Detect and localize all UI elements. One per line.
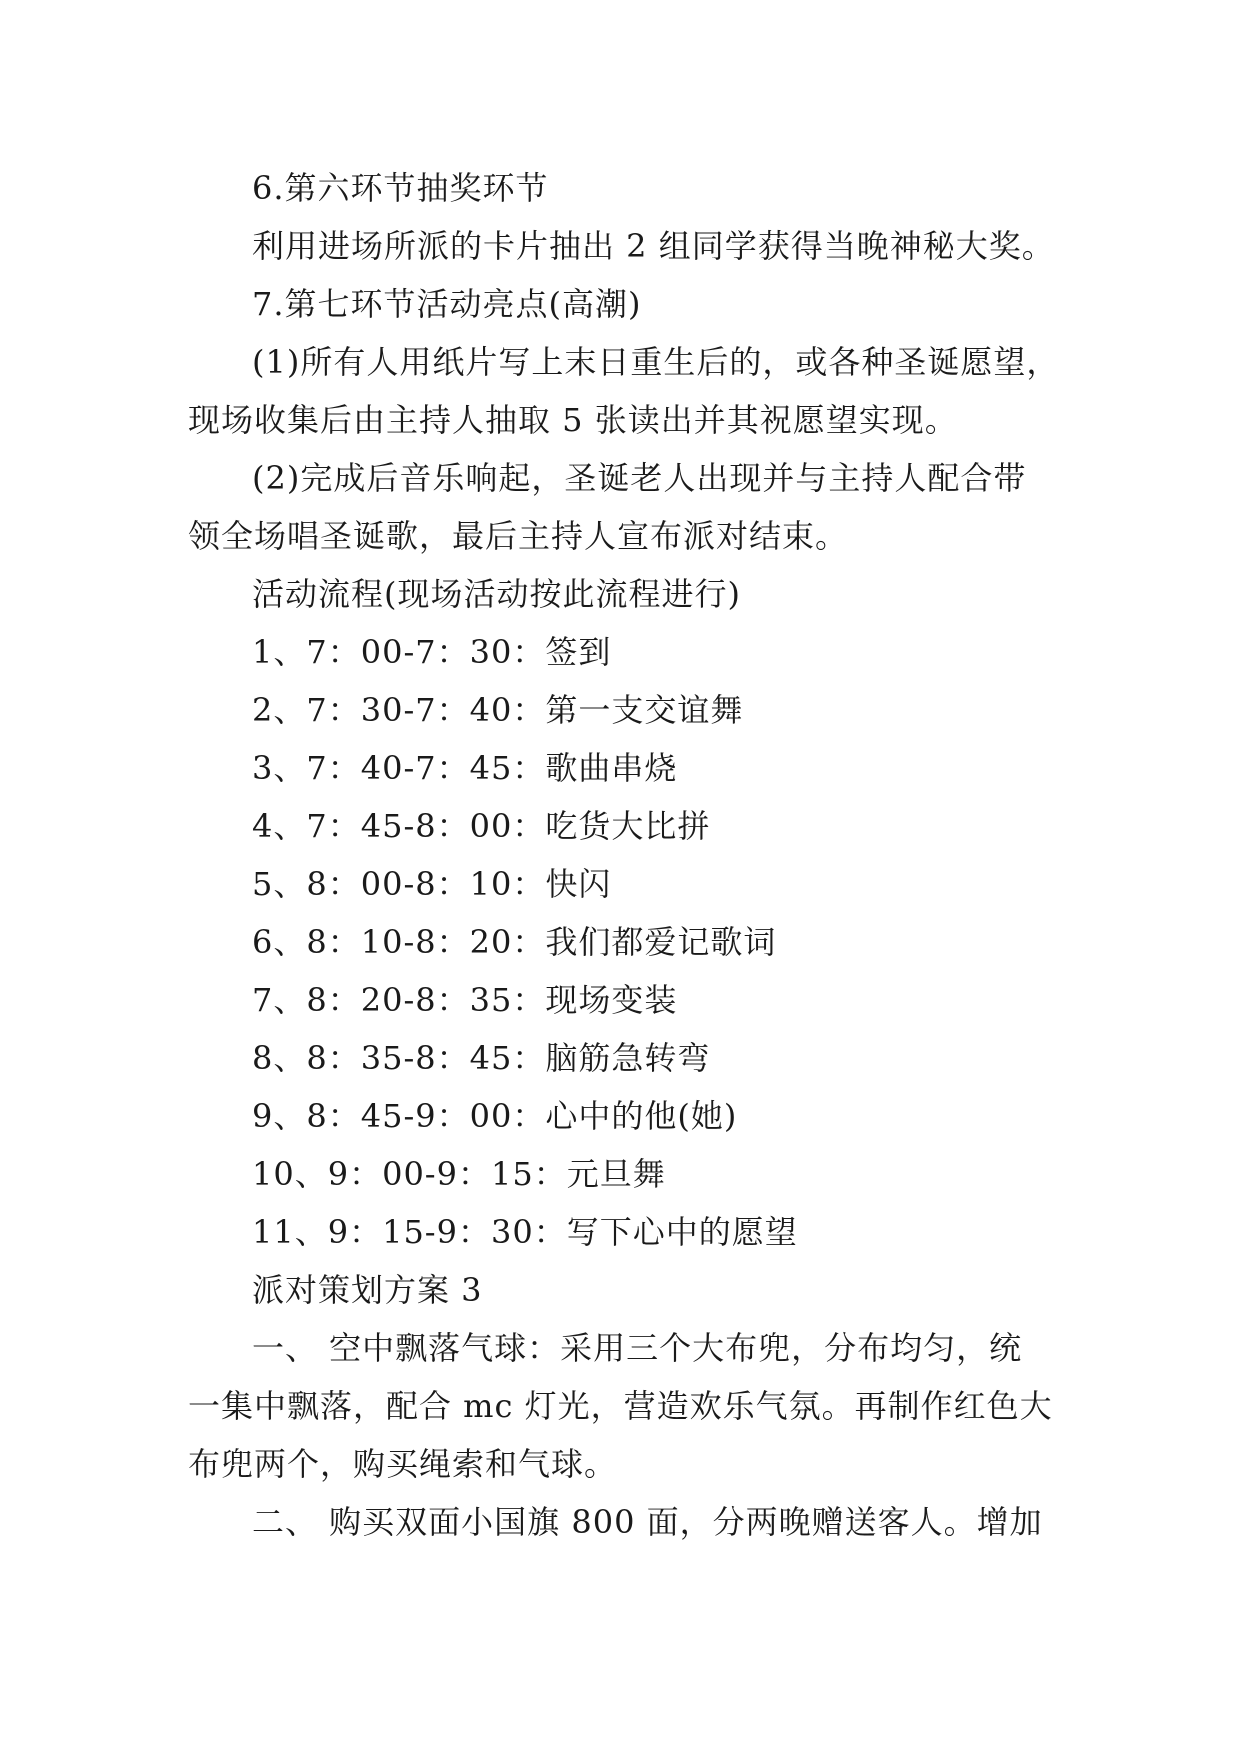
text-line: 2、7：30-7：40：第一支交谊舞 — [252, 691, 744, 729]
text-line: 派对策划方案 3 — [252, 1271, 483, 1309]
text-line: 布兜两个，购买绳索和气球。 — [188, 1445, 618, 1483]
text-line: 9、8：45-9：00：心中的他(她) — [252, 1097, 738, 1135]
text-line: 7、8：20-8：35：现场变装 — [252, 981, 678, 1019]
text-line: 现场收集后由主持人抽取 5 张读出并其祝愿望实现。 — [188, 401, 958, 439]
text-line: 一集中飘落，配合 mc 灯光，营造欢乐气氛。再制作红色大 — [188, 1387, 1053, 1425]
text-line: 1、7：00-7：30：签到 — [252, 633, 612, 671]
text-line: 二、 购买双面小国旗 800 面，分两晚赠送客人。增加 — [252, 1503, 1043, 1541]
text-line: 6.第六环节抽奖环节 — [252, 169, 549, 207]
text-line: 活动流程(现场活动按此流程进行) — [252, 575, 741, 613]
text-line: 10、9：00-9：15：元旦舞 — [252, 1155, 666, 1193]
text-line: 6、8：10-8：20：我们都爱记歌词 — [252, 923, 777, 961]
document-body — [188, 159, 1068, 1551]
text-line: (2)完成后音乐响起，圣诞老人出现并与主持人配合带 — [252, 459, 1027, 497]
text-line: 5、8：00-8：10：快闪 — [252, 865, 612, 903]
text-line: 利用进场所派的卡片抽出 2 组同学获得当晚神秘大奖。 — [252, 227, 1055, 265]
text-line: 11、9：15-9：30：写下心中的愿望 — [252, 1213, 798, 1251]
text-line: 4、7：45-8：00：吃货大比拼 — [252, 807, 711, 845]
text-line: 7.第七环节活动亮点(高潮) — [252, 285, 642, 323]
text-line: (1)所有人用纸片写上末日重生后的，或各种圣诞愿望， — [252, 343, 1060, 381]
text-line: 领全场唱圣诞歌，最后主持人宣布派对结束。 — [188, 517, 849, 555]
text-line: 8、8：35-8：45：脑筋急转弯 — [252, 1039, 711, 1077]
text-line: 一、 空中飘落气球：采用三个大布兜，分布均匀，统 — [252, 1329, 1023, 1367]
text-line: 3、7：40-7：45：歌曲串烧 — [252, 749, 678, 787]
